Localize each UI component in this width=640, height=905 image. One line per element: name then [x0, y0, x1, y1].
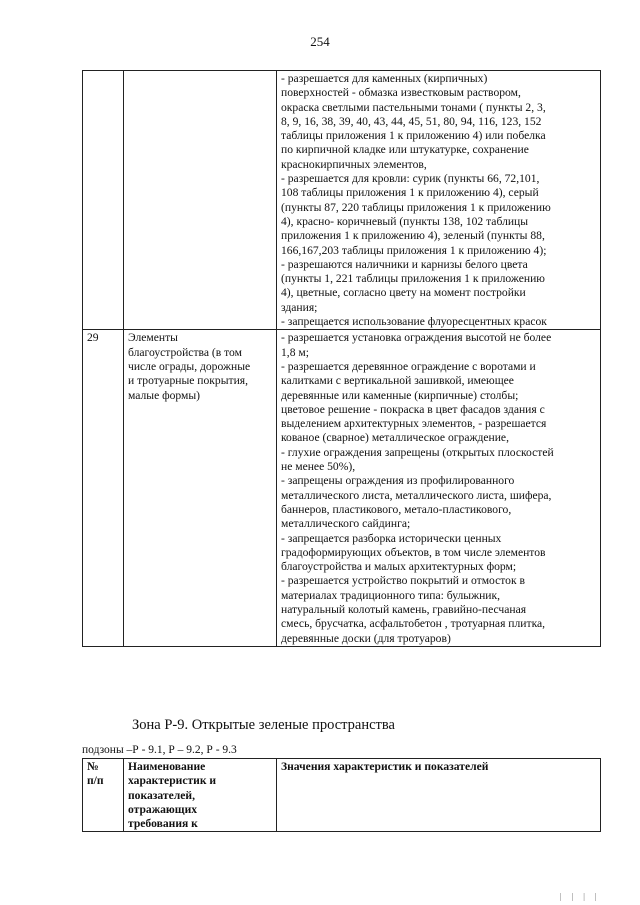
- text-line: - разрешается установка ограждения высотой не более: [281, 331, 552, 345]
- text-line: цветовое решение - покраска в цвет фасадов здания с: [281, 402, 545, 416]
- text-line: - разрешается деревянное ограждение с воротами и: [281, 359, 536, 373]
- table-row: [83, 330, 601, 647]
- row-value-cell: [277, 71, 601, 330]
- text-line: - разрешается для каменных (кирпичных): [281, 72, 488, 85]
- text-line: по кирпичной кладке или штукатурке, сохранение: [281, 143, 529, 157]
- text-line: числе ограды, дорожные: [128, 359, 251, 373]
- text-line: не менее 50%),: [281, 460, 356, 474]
- text-line: - разрешается для кровли: сурик (пункты 66, 72,101,: [281, 172, 540, 186]
- text-line: 1,8 м;: [281, 345, 309, 359]
- text-line: окраска светлыми пастельными тонами ( пункты 2, 3,: [281, 100, 546, 114]
- text-line: таблицы приложения 1 к приложению 4) или побелка: [281, 129, 546, 143]
- text-line: требования к: [128, 817, 198, 831]
- row-name-cell: [124, 330, 277, 647]
- text-line: 4), цветные, согласно цвету на момент постройки: [281, 286, 526, 300]
- row-number-cell: 29: [83, 330, 124, 647]
- text-line: металлического сайдинга;: [281, 517, 411, 531]
- text-line: (пункты 87, 220 таблицы приложения 1 к приложению: [281, 200, 551, 214]
- text-line: кованое (сварное) металлическое ограждение,: [281, 431, 509, 445]
- text-line: калитками с вертикальной зашивкой, имеющее: [281, 374, 514, 388]
- text-line: - разрешается устройство покрытий и отмосток в: [281, 574, 525, 588]
- text-line: поверхностей - обмазка известковым раствором,: [281, 86, 521, 100]
- text-line: смесь, брусчатка, асфальтобетон , тротуарная плитка,: [281, 617, 546, 631]
- text-line: благоустройства и малых архитектурных форм;: [281, 560, 517, 574]
- text-line: здания;: [281, 300, 318, 314]
- text-line: деревянные доски (для тротуаров): [281, 631, 451, 645]
- text-line: и тротуарные покрытия,: [128, 374, 249, 388]
- text-line: - запрещается разборка исторически ценных: [281, 531, 502, 545]
- row-value-cell: [277, 330, 601, 647]
- text-line: благоустройства (в том: [128, 345, 242, 359]
- text-line: 166,167,203 таблицы приложения 1 к приложению 4);: [281, 243, 547, 257]
- text-line: приложения 1 к приложению 4), зеленый (пункты 88,: [281, 229, 545, 243]
- text-line: баннеров, пластикового, метало-пластикового,: [281, 502, 512, 516]
- text-line: (пункты 1, 221 таблицы приложения 1 к приложению: [281, 272, 545, 286]
- text-line: Наименование: [128, 760, 206, 773]
- header-number-cell: [83, 759, 124, 832]
- row-number-cell: [83, 71, 124, 330]
- zone-characteristics-table: [82, 758, 601, 832]
- header-value-cell: Значения характеристик и показателей: [277, 759, 601, 832]
- text-line: - разрешаются наличники и карнизы белого цвета: [281, 257, 528, 271]
- text-line: малые формы): [128, 388, 201, 402]
- scan-mark: | | | |: [560, 892, 601, 901]
- text-line: 108 таблицы приложения 1 к приложению 4), серый: [281, 186, 539, 200]
- text-line: отражающих: [128, 802, 198, 816]
- text-line: натуральный колотый камень, гравийно-песчаная: [281, 602, 527, 616]
- header-name-cell: [124, 759, 277, 832]
- row-name-cell: [124, 71, 277, 330]
- text-line: металлического листа, металлического листа, шифера,: [281, 488, 552, 502]
- text-line: градоформирующих объектов, в том числе элементов: [281, 545, 546, 559]
- text-line: №: [87, 760, 99, 773]
- text-line: 4), красно- коричневый (пункты 138, 102 таблицы: [281, 214, 529, 228]
- table-header-row: [83, 759, 601, 832]
- text-line: 8, 9, 16, 38, 39, 40, 43, 44, 45, 51, 80, 94, 116, 123, 152: [281, 114, 542, 128]
- text-line: - запрещены ограждения из профилированного: [281, 474, 515, 488]
- zone-title: Зона Р-9. Открытые зеленые пространства: [132, 717, 395, 733]
- table-row: [83, 71, 601, 330]
- text-line: деревянные или каменные (кирпичные) столбы;: [281, 388, 519, 402]
- text-line: п/п: [87, 774, 104, 788]
- text-line: краснокирпичных элементов,: [281, 157, 427, 171]
- regulations-table: [82, 70, 601, 647]
- text-line: выделением архитектурных элементов, - разрешается: [281, 417, 547, 431]
- subzones-label: подзоны –Р - 9.1, Р – 9.2, Р - 9.3: [82, 744, 237, 756]
- text-line: - глухие ограждения запрещены (открытых плоскостей: [281, 445, 554, 459]
- text-line: материалах традиционного типа: булыжник,: [281, 588, 501, 602]
- text-line: - запрещается использование флуоресцентных красок: [281, 315, 547, 329]
- text-line: Элементы: [128, 331, 178, 345]
- page-number: 254: [310, 34, 330, 49]
- text-line: показателей,: [128, 788, 196, 802]
- text-line: характеристик и: [128, 774, 217, 788]
